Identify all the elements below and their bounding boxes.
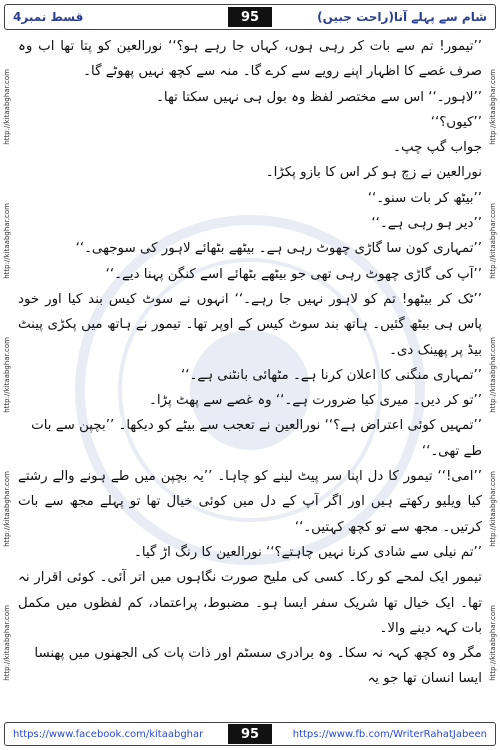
page-footer [4, 722, 496, 746]
paragraph: نورالعین نے زچ ہو کر اس کا بازو پکڑا۔ [265, 165, 482, 181]
paragraph: ’’تمہاری منگنی کا اعلان کرنا ہے۔ مٹھائی بانٹنی ہے۔‘‘ [181, 367, 482, 383]
paragraph: جواب گپ چپ۔ [393, 140, 482, 156]
paragraph: ’’کیوں؟‘‘ [430, 114, 482, 130]
paragraph: ’’تم نیلی سے شادی کرنا نہیں چاہتے؟‘‘ نورالعین کا رنگ اڑ گیا۔ [134, 544, 482, 560]
writer-fb-link[interactable]: https://www.fb.com/WriterRahatJabeen [292, 728, 487, 740]
paragraph: ’’تمہیں کوئی اعتراض ہے؟‘‘ نورالعین نے تعجب سے بیٹے کو دیکھا۔ ’’بچپن سے بات طے تھی۔‘‘ [31, 418, 482, 459]
side-url-text: http://kitaabghar.com [3, 203, 11, 279]
paragraph: ’’ٹک کر بیٹھو! تم کو لاہور نہیں جا رہے۔‘‘ انہوں نے سوٹ کیس بند کیا اور خود پاس ہی بیٹھ گئیں۔ ہاتھ بند سوٹ کیس کے اوپر تھا۔ تیمور نے ہاتھ میں پکڑی پینٹ بیڈ پر پھینک دی۔ [18, 291, 482, 358]
paragraph: مگر وہ کچھ کہہ نہ سکا۔ وہ برادری سسٹم اور ذات پات کی الجھنوں میں پھنسا ایسا انسان تھا جو یہ [34, 646, 482, 687]
side-url-text: http://kitaabghar.com [489, 69, 497, 145]
side-url-text: http://kitaabghar.com [3, 471, 11, 547]
paragraph: ’’تیمور! تم سے بات کر رہی ہوں، کہاں جا رہے ہو؟‘‘ نورالعین کو پتا تھا اب وہ صرف غصے کا اظہار اپنے رویے سے کرے گا۔ منہ سے کچھ نہیں پھوٹے گا۔ [18, 39, 482, 80]
paragraph: ’’آپ کی گاڑی چھوٹ رہی تھی جو بیٹھے بٹھائے اسے کنگن پہنا دیے۔‘‘ [105, 266, 482, 282]
paragraph: ’’تمہاری کون سا گاڑی چھوٹ رہی ہے۔ بیٹھے بٹھائے لاہور کی سوجھی۔‘‘ [75, 241, 482, 257]
right-side-url [487, 40, 499, 710]
paragraph: ’’امی!‘‘ تیمور کا دل اپنا سر پیٹ لینے کو چاہا۔ ’’یہ بچپن میں طے ہونے والے رشتے کیا ویلیو رکھتے ہیں اور اگر آپ کے دل میں کوئی خیال تھا تو پہلے مجھ سے بات کرتیں۔ مجھ سے تو کچھ کہتیں۔‘‘ [18, 469, 482, 535]
left-side-url [1, 40, 13, 710]
paragraph: ’’لاہور۔‘‘ اس سے مختصر لفظ وہ بول ہی نہیں سکتا تھا۔ [156, 89, 482, 105]
side-url-text: http://kitaabghar.com [3, 69, 11, 145]
header-page-number: 95 [228, 7, 272, 27]
side-url-text: http://kitaabghar.com [489, 471, 497, 547]
story-text [18, 34, 482, 694]
paragraph: ’’تو کر دیں۔ میری کیا ضرورت ہے۔‘‘ وہ غصے سے پھٹ پڑا۔ [149, 393, 482, 409]
side-url-text: http://kitaabghar.com [489, 605, 497, 681]
paragraph: ’’دیر ہو رہی ہے۔‘‘ [371, 216, 482, 232]
facebook-link[interactable]: https://www.facebook.com/kitaabghar [13, 728, 204, 740]
side-url-text: http://kitaabghar.com [489, 337, 497, 413]
side-url-text: http://kitaabghar.com [489, 203, 497, 279]
page-header [4, 4, 496, 30]
side-url-text: http://kitaabghar.com [3, 337, 11, 413]
episode-label: قسط نمبر4 [13, 10, 84, 24]
side-url-text: http://kitaabghar.com [3, 605, 11, 681]
paragraph: ’’بیٹھ کر بات سنو۔‘‘ [367, 190, 482, 206]
book-title: شام سے پہلے آنا(راحت جبیں) [317, 10, 487, 24]
footer-page-number: 95 [228, 724, 272, 744]
paragraph: تیمور ایک لمحے کو رکا۔ کسی کی ملیح صورت نگاہوں میں اتر آئی۔ کوئی اقرار نہ تھا۔ ایک خیال تھا شریک سفر ایسا ہو۔ مضبوط، پراعتماد، کم لفظوں میں مکمل بات کہہ دینے والا۔ [18, 570, 482, 636]
